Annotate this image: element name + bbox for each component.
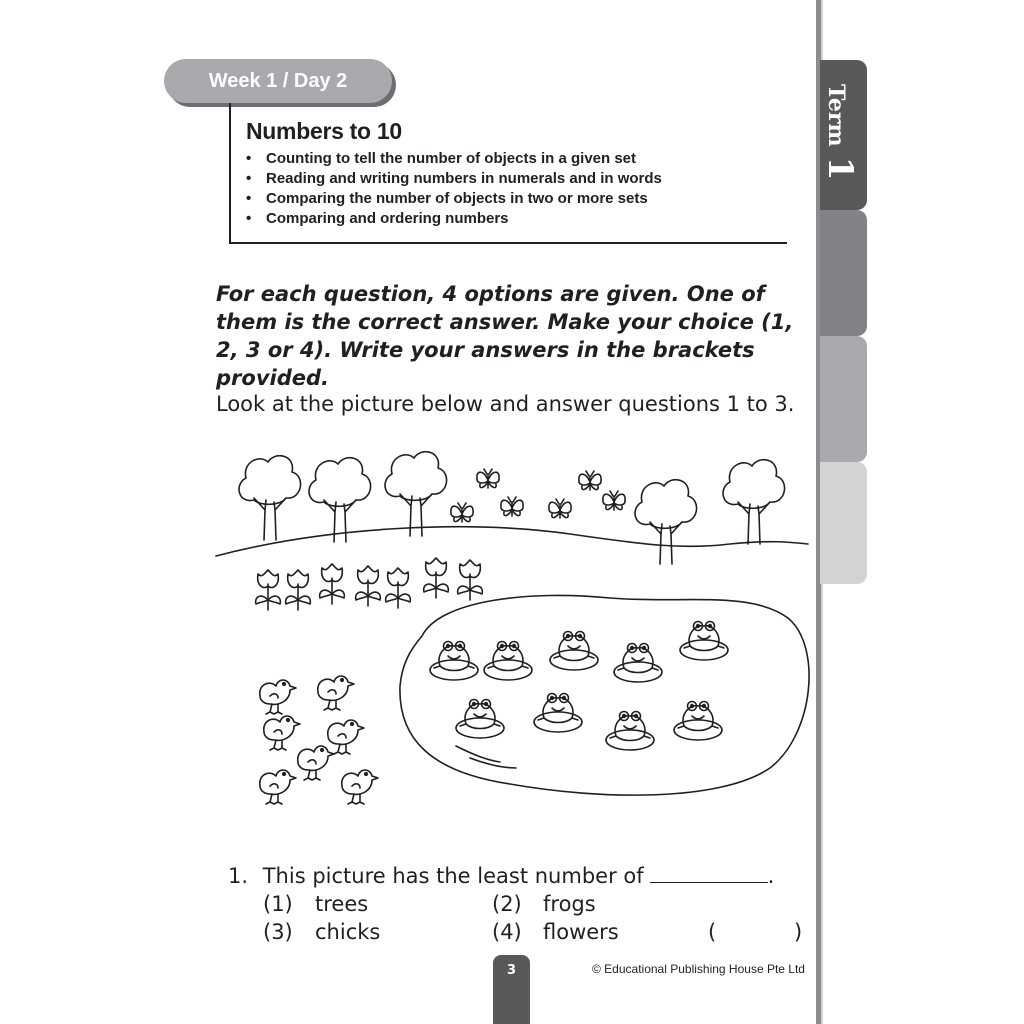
topic-title: Numbers to 10 <box>246 118 402 144</box>
frog <box>456 700 504 739</box>
chick <box>298 746 334 780</box>
chick <box>260 680 296 714</box>
flower <box>286 570 311 610</box>
tree <box>635 480 697 564</box>
frog <box>614 644 662 683</box>
copyright-notice: © Educational Publishing House Pte Ltd <box>592 962 805 976</box>
flower <box>356 566 381 606</box>
topic-box-bottom-rule <box>229 242 787 244</box>
picture-lead-in: Look at the picture below and answer questions 1 to 3. <box>216 392 795 416</box>
topic-bullet: • Reading and writing numbers in numerals and in words <box>246 170 662 187</box>
chick <box>328 720 364 754</box>
topic-bullet: • Counting to tell the number of objects in a given set <box>246 150 637 167</box>
frog <box>534 694 582 733</box>
tab-term-4[interactable] <box>820 462 867 584</box>
frog <box>550 632 598 671</box>
tab-term-2[interactable] <box>820 210 867 336</box>
butterfly <box>451 503 473 522</box>
frog <box>674 702 722 741</box>
topic-bullet: • Comparing and ordering numbers <box>246 210 509 227</box>
page-number: 3 <box>506 963 517 978</box>
question-1 <box>228 864 774 888</box>
tree <box>309 458 371 542</box>
question-number: 1. <box>228 864 249 888</box>
butterfly <box>549 499 571 518</box>
counting-picture <box>210 450 814 810</box>
term-number: 1 <box>820 156 860 181</box>
topic-box-left-rule <box>229 103 231 244</box>
flower <box>320 564 345 604</box>
chick <box>260 770 296 804</box>
term-label <box>820 84 862 194</box>
question-end: . <box>767 864 775 888</box>
tab-term-3[interactable] <box>820 336 867 462</box>
flower <box>424 558 449 598</box>
option-3-text: chicks <box>315 920 381 944</box>
bullet-icon: • <box>246 190 252 207</box>
frog <box>484 642 532 681</box>
tree <box>239 456 301 540</box>
flower <box>256 570 281 610</box>
term-word: Term <box>823 84 849 147</box>
flower <box>458 560 483 600</box>
option-1-number: (1) <box>263 892 293 916</box>
butterfly <box>603 491 625 510</box>
option-4-text: flowers <box>543 920 619 944</box>
option-4-number: (4) <box>492 920 522 944</box>
frog <box>430 642 478 681</box>
option-1-text: trees <box>315 892 369 916</box>
chick <box>264 716 300 750</box>
frog <box>680 622 728 661</box>
option-2-text: frogs <box>543 892 596 916</box>
frog <box>606 712 654 751</box>
bullet-icon: • <box>246 170 252 187</box>
question-text: This picture has the least number of <box>262 864 644 888</box>
butterfly <box>501 497 523 516</box>
answer-bracket-close[interactable]: ) <box>794 920 803 944</box>
bullet-icon: • <box>246 150 252 167</box>
chick <box>342 770 378 804</box>
tree <box>723 460 785 544</box>
week-day-label: Week 1 / Day 2 <box>208 70 348 92</box>
answer-bracket-open[interactable]: ( <box>708 920 717 944</box>
topic-bullet-list <box>246 149 662 229</box>
flower <box>386 568 411 608</box>
answer-blank[interactable] <box>650 864 768 883</box>
butterfly <box>477 469 499 488</box>
tree <box>385 452 447 536</box>
bullet-icon: • <box>246 210 252 227</box>
option-2-number: (2) <box>492 892 522 916</box>
option-3-number: (3) <box>263 920 293 944</box>
instructions: For each question, 4 options are given. One of them is the correct answer. Make your choice (1, 2, 3 or 4). Write your answers in the brackets provided. <box>216 282 794 390</box>
topic-bullet: • Comparing the number of objects in two or more sets <box>246 190 648 207</box>
chick <box>318 676 354 710</box>
butterfly <box>579 471 601 490</box>
